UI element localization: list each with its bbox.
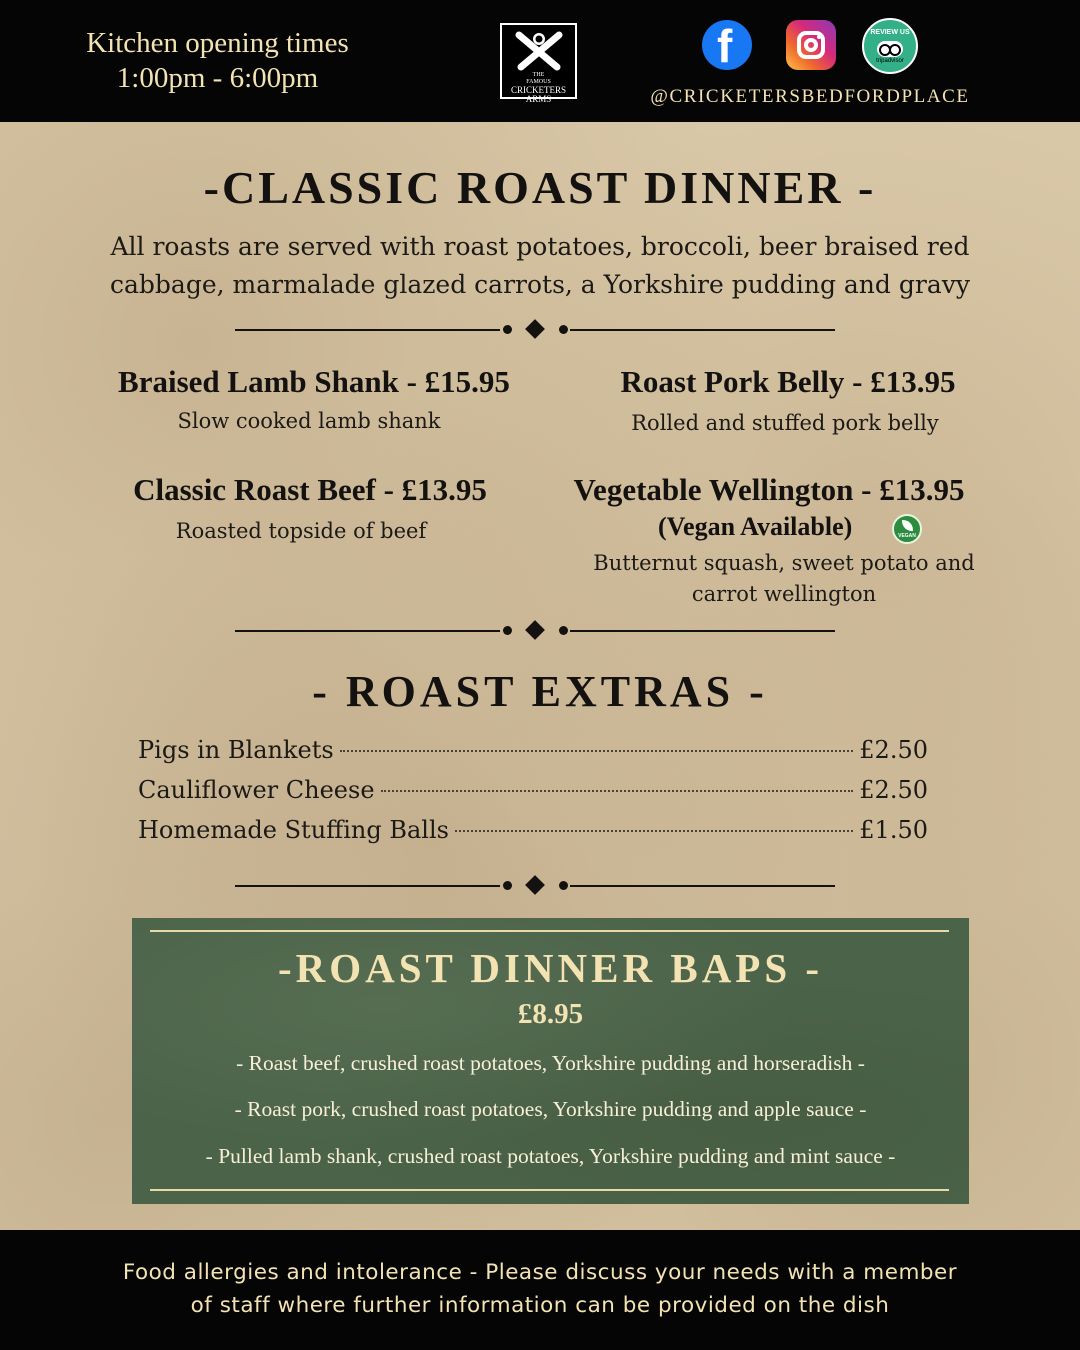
bap-option: - Roast beef, crushed roast potatoes, Yorkshire pudding and horseradish - xyxy=(236,1051,865,1075)
roast-intro-text: All roasts are served with roast potatoes, broccoli, beer braised red cabbage, marmalade glazed carrots, a Yorkshire pudding and gravy xyxy=(110,232,970,299)
owl-icon xyxy=(877,41,903,57)
panel-rule-top xyxy=(150,930,949,932)
facebook-icon[interactable]: f xyxy=(702,20,752,70)
dot-leader xyxy=(381,790,854,792)
footer-bar xyxy=(0,1230,1080,1350)
extra-name: Pigs in Blankets xyxy=(138,736,334,764)
ornament-divider xyxy=(235,621,835,641)
dish-name-vegetable-wellington: Vegetable Wellington - £13.95 xyxy=(573,472,965,507)
kitchen-opening-times xyxy=(60,26,375,96)
section-title-roast-baps: -ROAST DINNER BAPS - xyxy=(277,945,824,991)
extra-price: £2.50 xyxy=(859,776,928,804)
allergy-notice xyxy=(90,1256,990,1322)
kitchen-hours-value: 1:00pm - 6:00pm xyxy=(116,62,319,94)
dot-leader xyxy=(455,830,853,832)
header-bar xyxy=(0,0,1080,122)
dot-leader xyxy=(340,750,854,752)
extras-list xyxy=(138,736,928,856)
logo-wordmark xyxy=(502,72,575,104)
social-handle: @CRICKETERSBEDFORDPLACE xyxy=(650,86,970,107)
vegan-badge-label: VEGAN xyxy=(898,533,916,539)
dish-desc-pork-belly: Rolled and stuffed pork belly xyxy=(631,411,939,435)
bap-option: - Pulled lamb shank, crushed roast potatoes, Yorkshire pudding and mint sauce - xyxy=(205,1144,896,1168)
kitchen-hours-label: Kitchen opening times xyxy=(86,27,349,59)
section-title-classic-roast: -CLASSIC ROAST DINNER - xyxy=(203,162,877,213)
logo-the: THE xyxy=(532,72,545,78)
list-item xyxy=(138,776,928,816)
instagram-icon[interactable] xyxy=(786,20,836,70)
vegan-available-note: (Vegan Available) xyxy=(658,512,853,541)
ornament-divider xyxy=(235,876,835,896)
dish-desc-roast-beef: Roasted topside of beef xyxy=(175,519,427,543)
logo-cricketers: CRICKETERS xyxy=(510,85,566,95)
logo-famous: FAMOUS xyxy=(526,79,551,85)
panel-rule-bottom xyxy=(150,1189,949,1191)
pub-logo xyxy=(500,23,577,104)
allergy-notice-line2: of staff where further information can be provided on the dish xyxy=(190,1293,890,1318)
extra-price: £1.50 xyxy=(859,816,928,844)
roast-baps-panel xyxy=(132,918,969,1204)
vegan-icon xyxy=(892,514,922,544)
logo-arms: ARMS xyxy=(525,94,552,104)
dish-name-pork-belly: Roast Pork Belly - £13.95 xyxy=(620,364,956,399)
tripadvisor-wordmark: tripadvisor xyxy=(876,58,904,64)
dish-desc-vegetable-wellington: Butternut squash, sweet potato and carrot wellington xyxy=(593,551,975,606)
extra-name: Cauliflower Cheese xyxy=(138,776,375,804)
ornament-divider xyxy=(235,320,835,340)
list-item xyxy=(138,736,928,776)
dish-name-lamb-shank: Braised Lamb Shank - £15.95 xyxy=(118,364,510,399)
baps-price: £8.95 xyxy=(517,998,584,1030)
section-title-roast-extras: - ROAST EXTRAS - xyxy=(312,667,768,716)
extra-price: £2.50 xyxy=(859,736,928,764)
extra-name: Homemade Stuffing Balls xyxy=(138,816,449,844)
bap-option: - Roast pork, crushed roast potatoes, Yorkshire pudding and apple sauce - xyxy=(234,1097,867,1121)
list-item xyxy=(138,816,928,856)
dish-name-roast-beef: Classic Roast Beef - £13.95 xyxy=(133,472,487,507)
crossed-bats-icon xyxy=(511,29,567,73)
tripadvisor-review-label: REVIEW US xyxy=(870,29,910,36)
tripadvisor-icon[interactable] xyxy=(862,18,918,74)
dish-desc-lamb-shank: Slow cooked lamb shank xyxy=(177,409,441,433)
allergy-notice-line1: Food allergies and intolerance - Please discuss your needs with a member xyxy=(122,1260,958,1285)
